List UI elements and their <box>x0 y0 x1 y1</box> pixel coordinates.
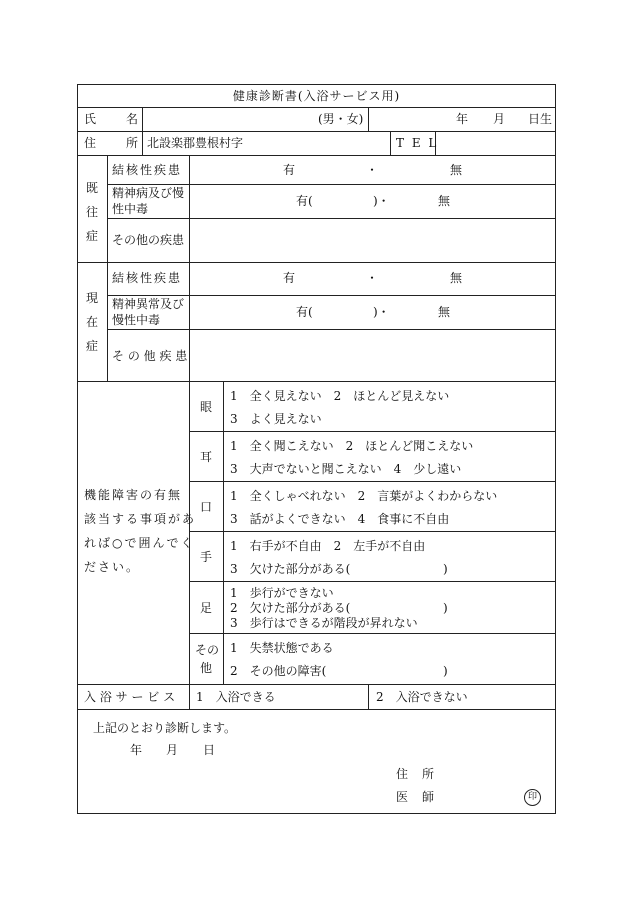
rule <box>189 633 555 634</box>
rule <box>368 684 369 709</box>
current-mental-label: 慢性中毒 <box>112 313 161 327</box>
address-value[interactable]: 北設楽郡豊根村字 <box>147 136 244 150</box>
disability-instruction: れば○で囲んでく <box>84 536 195 550</box>
tel-label: T E L <box>396 136 439 150</box>
rule <box>189 481 555 482</box>
mouth-option-line[interactable]: 1 全くしゃべれない 2 言葉がよくわからない <box>230 489 498 503</box>
date-year-label: 年 <box>130 743 143 757</box>
ear-label: 耳 <box>200 450 213 464</box>
hand-label: 手 <box>200 550 213 564</box>
doctor-label: 師 <box>422 790 435 804</box>
rule <box>107 295 555 296</box>
past-mental-label: 性中毒 <box>112 202 149 216</box>
hand-option-line[interactable]: 1 右手が不自由 2 左手が不自由 <box>230 539 426 553</box>
address-label-char: 所 <box>126 136 139 150</box>
rule <box>189 431 555 432</box>
current-tb-label: 結核性疾患 <box>112 271 183 285</box>
rule <box>368 107 369 131</box>
diagnosis-statement: 上記のとおり診断します。 <box>93 721 237 735</box>
past-mental-yes[interactable]: 有( <box>296 194 313 208</box>
rule <box>78 684 555 685</box>
date-month-label: 月 <box>166 743 179 757</box>
rule <box>142 107 143 155</box>
current-label-char: 症 <box>86 339 99 353</box>
current-mental-yes[interactable]: 有( <box>296 305 313 319</box>
current-tb-no[interactable]: 無 <box>450 271 463 285</box>
rule <box>189 581 555 582</box>
past-label-char: 往 <box>86 205 99 219</box>
mouth-option-line[interactable]: 3 話がよくできない 4 食事に不自由 <box>230 512 450 526</box>
current-tb-yes[interactable]: 有 <box>283 271 296 285</box>
foot-label: 足 <box>200 601 213 615</box>
current-mental-label: 精神異常及び <box>112 297 185 311</box>
birth-day-label: 日生 <box>528 112 553 126</box>
other-disability-label: その <box>195 643 220 657</box>
rule <box>189 155 190 709</box>
current-label-char: 現 <box>86 291 99 305</box>
sex-field[interactable]: (男・女) <box>318 112 364 126</box>
past-tb-yes[interactable]: 有 <box>283 163 296 177</box>
past-tb-dot: ・ <box>366 163 379 177</box>
foot-option-line[interactable]: 3 歩行はできるが階段が昇れない <box>230 616 418 630</box>
other-disability-label: 他 <box>200 661 213 675</box>
past-label-char: 既 <box>86 181 99 195</box>
hand-paren-close: ) <box>443 562 448 576</box>
other-disability-line[interactable]: 1 失禁状態である <box>230 641 334 655</box>
hand-option-line[interactable]: 3 欠けた部分がある( <box>230 562 351 576</box>
eye-option-line[interactable]: 1 全く見えない 2 ほとんど見えない <box>230 389 450 403</box>
eye-label: 眼 <box>200 400 213 414</box>
current-label-char: 在 <box>86 315 99 329</box>
rule <box>78 107 555 108</box>
disability-instruction: ださい。 <box>84 560 141 574</box>
rule <box>107 218 555 219</box>
past-other-label: その他の疾患 <box>112 233 185 247</box>
rule <box>78 155 555 156</box>
doctor-label: 医 <box>396 790 409 804</box>
foot-paren-close: ) <box>443 601 448 615</box>
seal-mark: 印 <box>524 789 541 806</box>
current-tb-dot: ・ <box>366 271 379 285</box>
rule <box>107 155 108 381</box>
health-certificate-form <box>77 84 556 814</box>
bath-service-label: 入 浴 サ ー ビ ス <box>84 690 176 704</box>
birth-month-label: 月 <box>493 112 506 126</box>
name-label-char: 氏 <box>84 112 97 126</box>
foot-option-line[interactable]: 1 歩行ができない <box>230 586 334 600</box>
ear-option-line[interactable]: 3 大声でないと聞こえない 4 少し遠い <box>230 462 462 476</box>
bath-option-possible[interactable]: 1 入浴できる <box>196 690 276 704</box>
mouth-label: 口 <box>200 500 213 514</box>
doctor-address-label: 所 <box>422 767 435 781</box>
other-disability-line[interactable]: 2 その他の障害( <box>230 664 327 678</box>
disability-instruction: 該当する事項があ <box>84 512 197 526</box>
rule <box>107 329 555 330</box>
past-tb-no[interactable]: 無 <box>450 163 463 177</box>
date-day-label: 日 <box>203 743 216 757</box>
other-disability-paren-close: ) <box>443 664 448 678</box>
rule <box>78 262 555 263</box>
past-mental-label: 精神病及び慢 <box>112 186 185 200</box>
rule <box>107 184 555 185</box>
rule <box>390 131 391 155</box>
rule <box>78 131 555 132</box>
past-mental-no[interactable]: 無 <box>438 194 451 208</box>
rule <box>189 531 555 532</box>
foot-option-line[interactable]: 2 欠けた部分がある( <box>230 601 351 615</box>
current-other-label: そ の 他 疾 患 <box>112 349 188 363</box>
birth-year-label: 年 <box>456 112 469 126</box>
current-mental-no[interactable]: 無 <box>438 305 451 319</box>
disability-instruction: 機能障害の有無 <box>84 488 183 502</box>
current-mental-close: )・ <box>373 305 390 319</box>
doctor-address-label: 住 <box>396 767 409 781</box>
past-tb-label: 結核性疾患 <box>112 163 183 177</box>
name-label-char: 名 <box>126 112 139 126</box>
rule <box>78 381 555 382</box>
rule <box>223 381 224 684</box>
past-label-char: 症 <box>86 229 99 243</box>
ear-option-line[interactable]: 1 全く聞こえない 2 ほとんど聞こえない <box>230 439 474 453</box>
past-mental-close: )・ <box>373 194 390 208</box>
form-title: 健康診断書(入浴サービス用) <box>232 89 401 103</box>
address-label-char: 住 <box>84 136 97 150</box>
bath-option-impossible[interactable]: 2 入浴できない <box>376 690 468 704</box>
rule <box>78 709 555 710</box>
eye-option-line[interactable]: 3 よく見えない <box>230 412 322 426</box>
